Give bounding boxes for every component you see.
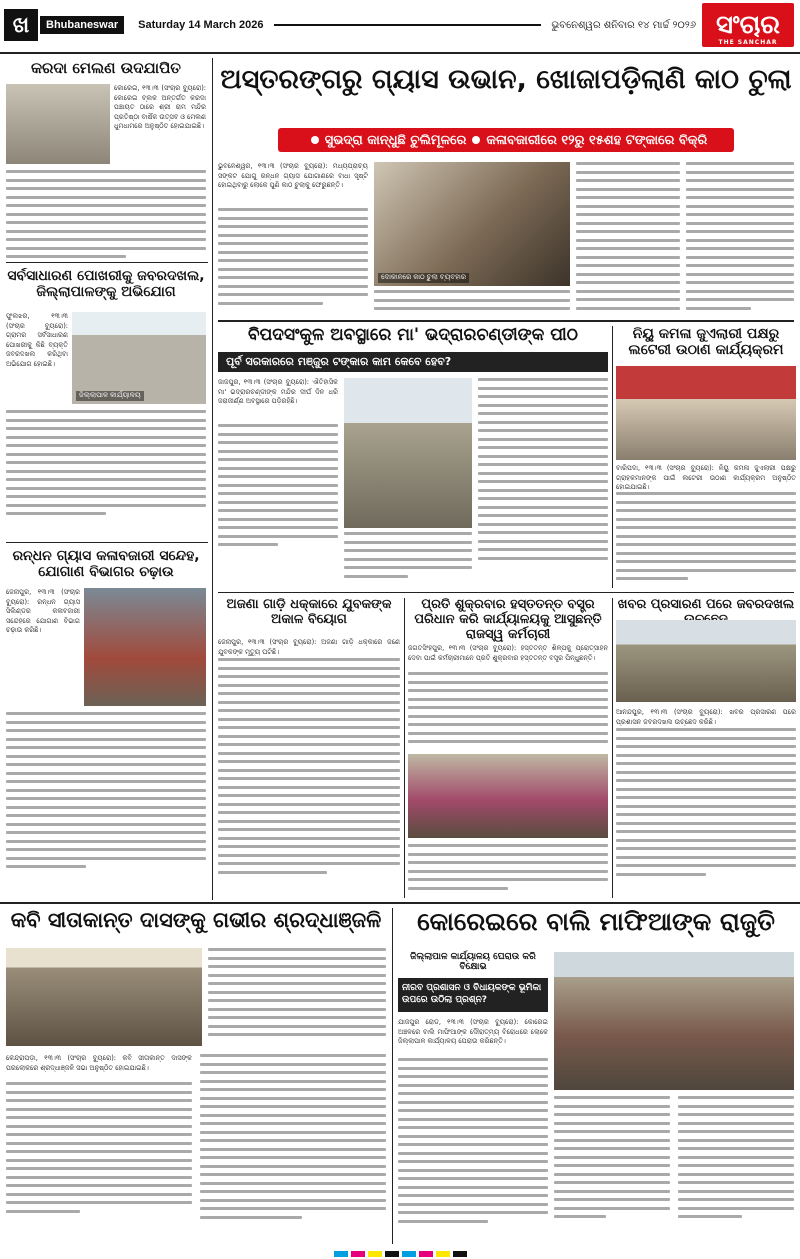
- story-headline: ରନ୍ଧନ ଗ୍ୟାସ କଳାବଜାରୀ ସନ୍ଦେହ, ଯୋଗାଣ ବିଭାଗର ଚଢ଼ାଉ: [12, 548, 200, 581]
- page-letter: ଖ: [4, 9, 38, 41]
- story-text-lines: [398, 1058, 548, 1228]
- story-headline: ସର୍ବସାଧାରଣ ପୋଖରୀକୁ ଜବରଦଖଲ, ଜିଲ୍ଲାପାଳଙ୍କୁ ଅଭିଯୋଗ: [7, 268, 205, 301]
- strap-left: ସୁଭଦ୍ରା କାନ୍ଧୁଛି ଚୁଲିମୂଳରେ: [324, 132, 467, 148]
- story-text-lines: [200, 1054, 386, 1224]
- lead-strap: [278, 128, 734, 152]
- photo-collector-office: [72, 312, 206, 404]
- story-headline: ପ୍ରତି ଶୁକ୍ରବାର ହସ୍ତତନ୍ତ ବସ୍ତ୍ର ପରିଧାନ କରି କାର୍ଯ୍ୟାଳୟକୁ ଆସୁଛନ୍ତି ରାଜସ୍ୱ କର୍ମଚାରୀ: [414, 598, 602, 642]
- story-body: ଜାଜପୁର, ୧୩।୩ (ସଂଚାର ବ୍ୟୁରୋ): ଐତିହାସିକ ମା' ଭଦ୍ରାରଚଣ୍ଡୀଙ୍କ ମନ୍ଦିର ଦୀର୍ଘ ଦିନ ଧରି ଜରାଜୀର୍ଣ୍ଣ ଅବସ୍ଥାରେ ପଡ଼ିରହିଛି।: [218, 378, 338, 406]
- registration-swatch: [402, 1251, 416, 1257]
- story-text-lines: [218, 658, 400, 879]
- photo-caption: ଦୋକାନରେ କାଠ ଚୁଲା ବ୍ୟବହାର: [378, 273, 469, 283]
- story-body: ଜେନାପୁର, ୧୩।୩ (ସଂଚାର ବ୍ୟୁରୋ): ରନ୍ଧନ ଗ୍ୟାସ ସିଲିଣ୍ଡର କଳାବଜାରୀ ସନ୍ଦେହରେ ଯୋଗାଣ ବିଭାଗ ଚଢ଼ାଉ କରିଛି।: [6, 588, 80, 635]
- newspaper-logo: [702, 3, 794, 47]
- column-divider-left: [212, 58, 213, 900]
- story-text-lines: [6, 410, 206, 521]
- registration-swatch: [419, 1251, 433, 1257]
- story-text-lines: [616, 492, 796, 586]
- photo-caption: ଜିଲ୍ଲାପାଳ କାର୍ଯ୍ୟାଳୟ: [76, 391, 144, 401]
- story-sand-mafia: [398, 908, 794, 1244]
- story-text-lines: [208, 948, 386, 1042]
- story-kamala-jewellery: [616, 326, 796, 588]
- story-headline: କବି ସୀତାକାନ୍ତ ଦାସଙ୍କୁ ଗଭୀର ଶ୍ରଦ୍ଧାଞ୍ଜଳି: [10, 908, 382, 932]
- story-text-lines: [344, 532, 472, 583]
- story-body: ଫୁଲଝର, ୧୩।୩ (ସଂଚାର ବ୍ୟୁରୋ): ଗ୍ରାମର ସର୍ବସାଧାରଣ ପୋଖରୀକୁ କିଛି ବ୍ୟକ୍ତି ଜବରଦଖଲ କରିଥିବା ଅଭିଯୋଗ ହୋଇଛି।: [6, 312, 68, 368]
- story-headline: କରଦା ମେଲଣ ଉଦଯାପିତ: [30, 60, 182, 77]
- story-gas-raid: [6, 548, 206, 898]
- color-registration-strip: [0, 1248, 800, 1259]
- story-body: ଜଗତସିଂହପୁର, ୧୩।୩ (ସଂଚାର ବ୍ୟୁରୋ): ହସ୍ତତନ୍ତ ଶିଳ୍ପକୁ ପ୍ରୋତ୍ସାହନ ଦେବା ପାଇଁ କର୍ମଚାରୀମାନେ ପ୍ରତି ଶୁକ୍ରବାର ହସ୍ତତନ୍ତ ବସ୍ତ୍ର ପିନ୍ଧୁଛନ୍ତି।: [408, 644, 608, 662]
- lead-body: ଭୁବନେଶ୍ୱର, ୧୩।୩ (ସଂଚାର ବ୍ୟୁରୋ): ମଧ୍ୟପ୍ରାଚ୍ୟ ସଙ୍କଟ ଯୋଗୁ ରନ୍ଧନ ଗ୍ୟାସ ଯୋଗାଣରେ ବାଧା ସୃଷ୍ଟି ହୋଇଥିବାରୁ ଲୋକେ ପୁଣି କାଠ ଚୁଲାକୁ ଫେରୁଛନ୍ତି।: [218, 162, 368, 190]
- story-subhead-2: ନୀରବ ପ୍ରଶାସନ ଓ ବିଧାୟକଙ୍କ ଭୂମିକା ଉପରେ ଉଠିଲା ପ୍ରଶ୍ନ?: [398, 978, 548, 1012]
- story-text-lines: [686, 162, 794, 315]
- divider-bottom-section: [0, 902, 800, 904]
- story-text-lines: [408, 844, 608, 895]
- story-text-lines: [576, 162, 680, 315]
- photo-tribute-meeting: [6, 948, 202, 1046]
- story-headline: ନିୟୁ କମଳା ଜୁଏଲାରୀ ପକ୍ଷରୁ ଲଟେରୀ ଉଠାଣ କାର୍ଯ୍ୟକ୍ରମ: [628, 326, 784, 359]
- photo-gas-cylinders: [84, 588, 206, 706]
- registration-swatch: [351, 1251, 365, 1257]
- masthead-rule: [274, 24, 542, 26]
- photo-staff-handloom: [408, 754, 608, 838]
- photo-temple: [6, 84, 110, 164]
- story-subhead: ପୂର୍ବ ସରକାରରେ ମଞ୍ଜୁର ଟଙ୍କାର କାମ କେବେ ହେବ?: [218, 352, 608, 372]
- story-body: ବାରିପଦା, ୧୩।୩ (ସଂଚାର ବ୍ୟୁରୋ): ନିୟୁ କମଳା ଜୁଏଲାରୀ ପକ୍ଷରୁ ଗ୍ରାହକମାନଙ୍କ ପାଇଁ ଲଟେରୀ ଉଠାଣ କାର୍ଯ୍ୟକ୍ରମ ଅନୁଷ୍ଠିତ ହୋଇଯାଇଛି।: [616, 464, 796, 492]
- story-headline: ବିପଦସଂକୁଳ ଅବସ୍ଥାରେ ମା' ଭଦ୍ରାରଚଣ୍ଡୀଙ୍କ ପୀଠ: [248, 326, 578, 345]
- registration-swatch: [368, 1251, 382, 1257]
- story-text-lines: [554, 1096, 670, 1224]
- column-divider: [612, 598, 613, 898]
- photo-temple-shrine: [344, 378, 472, 528]
- registration-swatch: [436, 1251, 450, 1257]
- edition-city: Bhubaneswar: [40, 16, 124, 34]
- story-text-lines: [678, 1096, 794, 1224]
- logo-tagline: THE SANCHAR: [718, 39, 778, 46]
- masthead-underline: [0, 52, 800, 54]
- story-text-lines: [6, 170, 206, 260]
- story-bhadrachandi: [218, 326, 608, 590]
- story-body: ଯାଜପୁର ରୋଡ, ୧୩।୩ (ସଂଚାର ବ୍ୟୁରୋ): କୋରେଇ ଅଞ୍ଚଳରେ ବାଲି ମାଫିଆଙ୍କ ଦୌରାତ୍ମ୍ୟ ବିରୋଧରେ ଲୋକେ ଜିଲ୍ଲାପାଳ କାର୍ଯ୍ୟାଳୟ ଘେରାଉ କରିଛନ୍ତି।: [398, 1018, 548, 1046]
- story-poet-tribute: [6, 908, 386, 1244]
- story-accident: [218, 598, 400, 898]
- photo-demolition: [616, 620, 796, 702]
- divider: [218, 320, 794, 322]
- lead-headline: ଅସ୍ତରଙ୍ଗରୁ ଗ୍ୟାସ ଉଭାନ, ଖୋଜାପଡ଼ିଲାଣି କାଠ ଚୁଲା: [220, 64, 792, 95]
- divider: [6, 262, 208, 263]
- story-text-lines: [6, 712, 206, 874]
- story-text-lines: [218, 208, 368, 310]
- story-text-lines: [6, 1082, 192, 1218]
- issue-date-odia: ଭୁବନେଶ୍ୱର ଶନିବାର ୧୪ ମାର୍ଚ୍ଚ ୨୦୨୬: [551, 19, 696, 31]
- column-divider: [612, 326, 613, 588]
- registration-swatch: [385, 1251, 399, 1257]
- story-body: ଆନନ୍ଦପୁର, ୧୩।୩ (ସଂଚାର ବ୍ୟୁରୋ): ଖବର ପ୍ରସାରଣ ପରେ ପ୍ରଶାସନ ଜବରଦଖଲ ଉଚ୍ଛେଦ କରିଛି।: [616, 708, 796, 726]
- story-text-lines: [478, 378, 608, 565]
- issue-date: Saturday 14 March 2026: [138, 19, 264, 31]
- registration-swatch: [453, 1251, 467, 1257]
- story-body: କେନ୍ଦ୍ରାପଡ଼ା, ୧୩।୩ (ସଂଚାର ବ୍ୟୁରୋ): କବି ସୀତାକାନ୍ତ ଦାସଙ୍କ ପରଲୋକରେ ଶ୍ରଦ୍ଧାଞ୍ଜଳି ସଭା ଅନୁଷ୍ଠିତ ହୋଇଯାଇଛି।: [6, 1054, 192, 1072]
- story-body: ଜେନାପୁର, ୧୩।୩ (ସଂଚାର ବ୍ୟୁରୋ): ଅଜଣା ଗାଡ଼ି ଧକ୍କାରେ ଜଣେ ଯୁବକଙ୍କ ମୃତ୍ୟୁ ଘଟିଛି।: [218, 638, 400, 656]
- column-divider: [404, 598, 405, 898]
- strap-right: କଳାବଜାରୀରେ ୧୨ରୁ ୧୫ଶହ ଟଙ୍କାରେ ବିକ୍ରି: [486, 132, 708, 148]
- story-headline: କୋରେଇରେ ବାଲି ମାଫିଆଙ୍କ ରାଜୁତି: [417, 908, 775, 936]
- logo-text: ସଂଚାର: [715, 9, 781, 40]
- photo-wood-stove: [374, 162, 570, 286]
- story-headline: ଅଜଣା ଗାଡ଼ି ଧକ୍କାରେ ଯୁବକଙ୍କ ଅକାଳ ବିୟୋଗ: [226, 598, 392, 627]
- story-handloom: [408, 598, 608, 898]
- story-text-lines: [408, 672, 608, 749]
- story-body: କୋରେଇ, ୧୩।୩ (ସଂଚାର ବ୍ୟୁରୋ): କୋରେଇ ବ୍ଲକ ଅନ୍ତର୍ଗତ କରଦା ପଞ୍ଚାୟତ ଠାରେ ଶ୍ରୀ ରାମ ମନ୍ଦିର ପ୍ରତିଷ୍ଠା ବାର୍ଷିକ ଉତ୍ସବ ଓ ମେଲଣ ଧୁମଧାମରେ ଅନୁଷ୍ଠିତ ହୋଇଯାଇଛି।: [114, 84, 206, 131]
- story-text-lines: [218, 424, 338, 552]
- story-subhead: ଜିଲ୍ଲାପାଳ କାର୍ଯ୍ୟାଳୟ ଘେରାଉ କରି ବିକ୍ଷୋଭ: [410, 952, 536, 973]
- story-text-lines: [616, 728, 796, 881]
- story-headline: ଖବର ପ୍ରସାରଣ ପରେ ଜବରଦଖଲ: [617, 598, 795, 612]
- story-pokhari: [6, 268, 206, 540]
- story-lead-gas: [218, 58, 794, 318]
- photo-protest: [554, 952, 794, 1090]
- story-text-lines: [374, 290, 570, 316]
- column-divider: [392, 908, 393, 1244]
- story-encroachment: [616, 598, 796, 898]
- registration-swatch: [334, 1251, 348, 1257]
- divider: [218, 592, 794, 593]
- photo-lottery-event: [616, 366, 796, 460]
- masthead: [0, 0, 800, 50]
- divider: [6, 542, 208, 543]
- story-karada: [6, 60, 206, 260]
